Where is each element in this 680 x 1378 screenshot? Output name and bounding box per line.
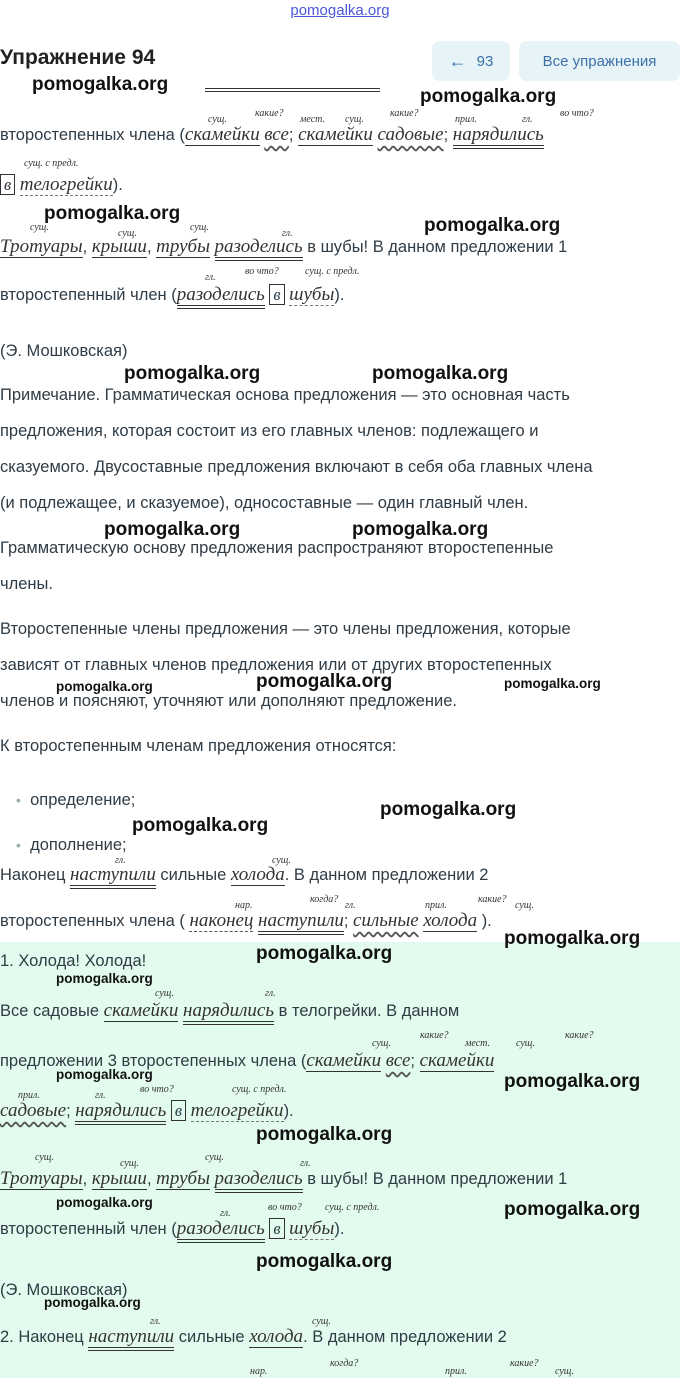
page-title: Упражнение 94: [0, 46, 156, 69]
text: предложении 3 второстепенных члена (: [0, 1052, 307, 1070]
text: второстепенный член (: [0, 286, 177, 304]
watermark: pomogalka.org: [132, 815, 269, 836]
annotation: сущ.: [312, 1316, 331, 1327]
annotation: сущ.: [516, 1038, 535, 1049]
sentence3-line1: [0, 864, 489, 886]
bullet-icon: •: [16, 837, 21, 853]
note-line: членов и поясняют, уточняют или дополняют предложение.: [0, 692, 458, 710]
word-definition: сильные: [353, 910, 419, 931]
arrow-left-icon: ←: [448, 50, 467, 71]
annotation: гл.: [220, 1208, 231, 1219]
word-definition: все: [264, 124, 289, 145]
answer-line: садовые; нарядились в телогрейки).: [0, 1100, 294, 1122]
annotation: какие?: [565, 1030, 594, 1041]
annotation: когда?: [310, 894, 339, 905]
watermark: pomogalka.org: [56, 971, 153, 986]
site-url[interactable]: pomogalka.org: [290, 2, 390, 19]
watermark: pomogalka.org: [256, 943, 393, 964]
note-line: К второстепенным членам предложения относятся:: [0, 737, 397, 755]
text: в телогрейки. В данном: [274, 1002, 460, 1020]
text: . В данном предложении 2: [303, 1328, 507, 1346]
watermark: pomogalka.org: [504, 1199, 641, 1220]
annotation: во что?: [140, 1084, 174, 1095]
text: второстепенных члена (: [0, 912, 190, 930]
word-subject: скамейки: [103, 1000, 179, 1021]
annotation: какие?: [510, 1358, 539, 1369]
answer-line: [0, 1218, 344, 1240]
annotation: гл.: [205, 272, 216, 283]
annotation: какие?: [390, 108, 419, 119]
annotation: гл.: [282, 228, 293, 239]
word-definition: садовые: [377, 124, 444, 145]
answer-line: предложении 3 второстепенных члена (скамейки все; скамейки: [0, 1050, 495, 1071]
annotation: гл.: [522, 114, 533, 125]
answer-line: 1. Холода! Холода!: [0, 952, 147, 970]
word-predicate: наступили: [70, 864, 156, 889]
annotation: сущ.: [372, 1038, 391, 1049]
word-subject: трубы: [156, 236, 210, 257]
word-subject: скамейки: [419, 1050, 495, 1071]
watermark: pomogalka.org: [104, 519, 241, 540]
bullet-item: [16, 836, 127, 855]
annotation: гл.: [150, 1316, 161, 1327]
note-line: зависят от главных членов предложения или от других второстепенных: [0, 656, 552, 674]
sentence2-line1: Тротуары, крыши, трубы разоделись в шубы! В данном предложении 1: [0, 236, 567, 258]
word-predicate: нарядились: [75, 1100, 166, 1125]
sentence1-line2: [0, 174, 123, 196]
word-adverbial: наконец: [189, 910, 254, 931]
annotation: прил.: [425, 900, 447, 911]
annotation: во что?: [268, 1202, 302, 1213]
text: ).: [481, 912, 492, 930]
text: ).: [334, 1220, 345, 1238]
all-exercises-button[interactable]: Все упражнения: [519, 41, 680, 81]
word-subject: Тротуары: [0, 236, 83, 257]
note-line: предложения, которая состоит из его главных членов: подлежащего и: [0, 422, 539, 440]
watermark: pomogalka.org: [424, 215, 561, 236]
annotation: когда?: [330, 1358, 359, 1369]
watermark: pomogalka.org: [256, 671, 393, 692]
word-subject: скамейки: [306, 1050, 382, 1071]
preposition-box: в: [171, 1100, 186, 1121]
text: ).: [283, 1102, 294, 1120]
word-object: шубы: [289, 1218, 335, 1239]
annotation: сущ.: [515, 900, 534, 911]
note-line: (и подлежащее, и сказуемое), односоставные — один главный член.: [0, 494, 529, 512]
preposition-box: в: [0, 174, 15, 195]
word-subject: крыши: [91, 236, 147, 257]
watermark: pomogalka.org: [44, 1295, 141, 1310]
word-subject: скамейки: [298, 124, 373, 145]
annotation: сущ.: [345, 114, 364, 125]
annotation: гл.: [300, 1158, 311, 1169]
text: сильные: [155, 866, 231, 884]
note-line: Примечание. Грамматическая основа предложения — это основная часть: [0, 386, 570, 404]
watermark: pomogalka.org: [504, 928, 641, 949]
annotation: сущ.: [555, 1366, 574, 1377]
annotation: прил.: [445, 1366, 467, 1377]
annotation: сущ.: [30, 222, 49, 233]
annotation: во что?: [560, 108, 594, 119]
annotation: сущ.: [118, 228, 137, 239]
annotation: сущ. с предл.: [325, 1202, 380, 1213]
word-predicate: нарядились: [183, 1000, 274, 1025]
answer-line: Тротуары, крыши, трубы разоделись в шубы! В данном предложении 1: [0, 1168, 567, 1190]
annotation: гл.: [115, 855, 126, 866]
bullet-text: определение;: [30, 791, 136, 809]
sentence3-line2: второстепенных члена ( наконец наступили; сильные холода ).: [0, 910, 492, 932]
watermark: pomogalka.org: [256, 1124, 393, 1145]
text: второстепенных члена (: [0, 126, 185, 144]
preposition-box: в: [269, 284, 284, 305]
annotation: сущ.: [190, 222, 209, 233]
preposition-box: в: [269, 1218, 284, 1239]
annotation: гл.: [265, 988, 276, 999]
word-predicate: разоделись: [177, 284, 265, 309]
bullet-icon: •: [16, 792, 21, 808]
answer-line: [0, 1000, 459, 1022]
watermark: pomogalka.org: [44, 203, 181, 224]
word-subject: холода: [249, 1326, 304, 1347]
annotation: сущ. с предл.: [24, 158, 79, 169]
text: ).: [112, 176, 123, 194]
text: . В данном предложении 2: [284, 866, 489, 884]
annotation: сущ. с предл.: [305, 266, 360, 277]
answer-line: (Э. Мошковская): [0, 1281, 128, 1299]
text: в шубы! В данном предложении 1: [307, 238, 568, 256]
annotation: сущ.: [120, 1158, 139, 1169]
answer-line: [0, 1326, 507, 1348]
word-predicate: наступили: [88, 1326, 174, 1351]
word-predicate: разоделись: [215, 236, 303, 261]
word-predicate: нарядились: [453, 124, 544, 149]
word-object: телогрейки: [190, 1100, 284, 1121]
bullet-item: [16, 791, 135, 810]
watermark: pomogalka.org: [124, 363, 261, 384]
sentence1-line1: [0, 124, 544, 146]
word-subject: холода: [423, 910, 478, 931]
watermark: pomogalka.org: [504, 676, 601, 691]
text: ).: [334, 286, 345, 304]
watermark: pomogalka.org: [372, 363, 509, 384]
note-line: Второстепенные члены предложения — это члены предложения, которые: [0, 620, 571, 638]
watermark: pomogalka.org: [56, 1195, 153, 1210]
watermark: pomogalka.org: [352, 519, 489, 540]
word-predicate: наступили: [258, 910, 344, 935]
previous-exercise-button[interactable]: [432, 41, 510, 81]
annotation: сущ.: [208, 114, 227, 125]
cropped-underline: [205, 88, 380, 92]
text: 2. Наконец: [0, 1328, 89, 1346]
word-subject: холода: [230, 864, 285, 885]
text: сильные: [174, 1328, 250, 1346]
word-predicate: разоделись: [215, 1168, 303, 1193]
watermark: pomogalka.org: [56, 1067, 153, 1082]
watermark: pomogalka.org: [420, 86, 557, 107]
text: в шубы! В данном предложении 1: [302, 1170, 568, 1188]
annotation: сущ.: [272, 855, 291, 866]
word-subject: крыши: [91, 1168, 147, 1189]
watermark: pomogalka.org: [380, 799, 517, 820]
annotation: какие?: [420, 1030, 449, 1041]
watermark: pomogalka.org: [32, 74, 169, 95]
annotation: какие?: [478, 894, 507, 905]
note-line: Грамматическую основу предложения распространяют второстепенные: [0, 539, 554, 557]
watermark: pomogalka.org: [504, 1071, 641, 1092]
annotation: сущ.: [205, 1152, 224, 1163]
annotation: прил.: [455, 114, 477, 125]
text: Все садовые: [0, 1002, 104, 1020]
text: Наконец: [0, 866, 70, 884]
previous-exercise-label: 93: [476, 52, 494, 70]
author: (Э. Мошковская): [0, 342, 128, 360]
annotation: нар.: [250, 1366, 268, 1377]
annotation: сущ.: [155, 988, 174, 999]
word-subject: скамейки: [184, 124, 260, 145]
sentence2-line2: [0, 284, 344, 306]
watermark: pomogalka.org: [56, 679, 153, 694]
word-object: шубы: [289, 284, 335, 305]
word-definition: садовые: [0, 1100, 67, 1121]
word-object: телогрейки: [19, 174, 113, 195]
word-predicate: разоделись: [177, 1218, 265, 1243]
annotation: нар.: [235, 900, 253, 911]
bullet-text: дополнение;: [30, 836, 127, 854]
word-subject: трубы: [156, 1168, 210, 1189]
annotation: сущ.: [35, 1152, 54, 1163]
annotation: мест.: [300, 114, 325, 125]
annotation: какие?: [255, 108, 284, 119]
annotation: прил.: [18, 1090, 40, 1101]
annotation: мест.: [465, 1038, 490, 1049]
word-subject: Тротуары: [0, 1168, 83, 1189]
word-definition: все: [385, 1050, 411, 1071]
note-line: члены.: [0, 575, 53, 593]
note-line: сказуемого. Двусоставные предложения включают в себя оба главных члена: [0, 458, 593, 476]
text: второстепенный член (: [0, 1220, 177, 1238]
annotation: гл.: [95, 1090, 106, 1101]
annotation: гл.: [345, 900, 356, 911]
annotation: во что?: [245, 266, 279, 277]
annotation: сущ. с предл.: [232, 1084, 287, 1095]
text: ;: [288, 126, 294, 144]
text: ;: [443, 126, 449, 144]
watermark: pomogalka.org: [256, 1251, 393, 1272]
